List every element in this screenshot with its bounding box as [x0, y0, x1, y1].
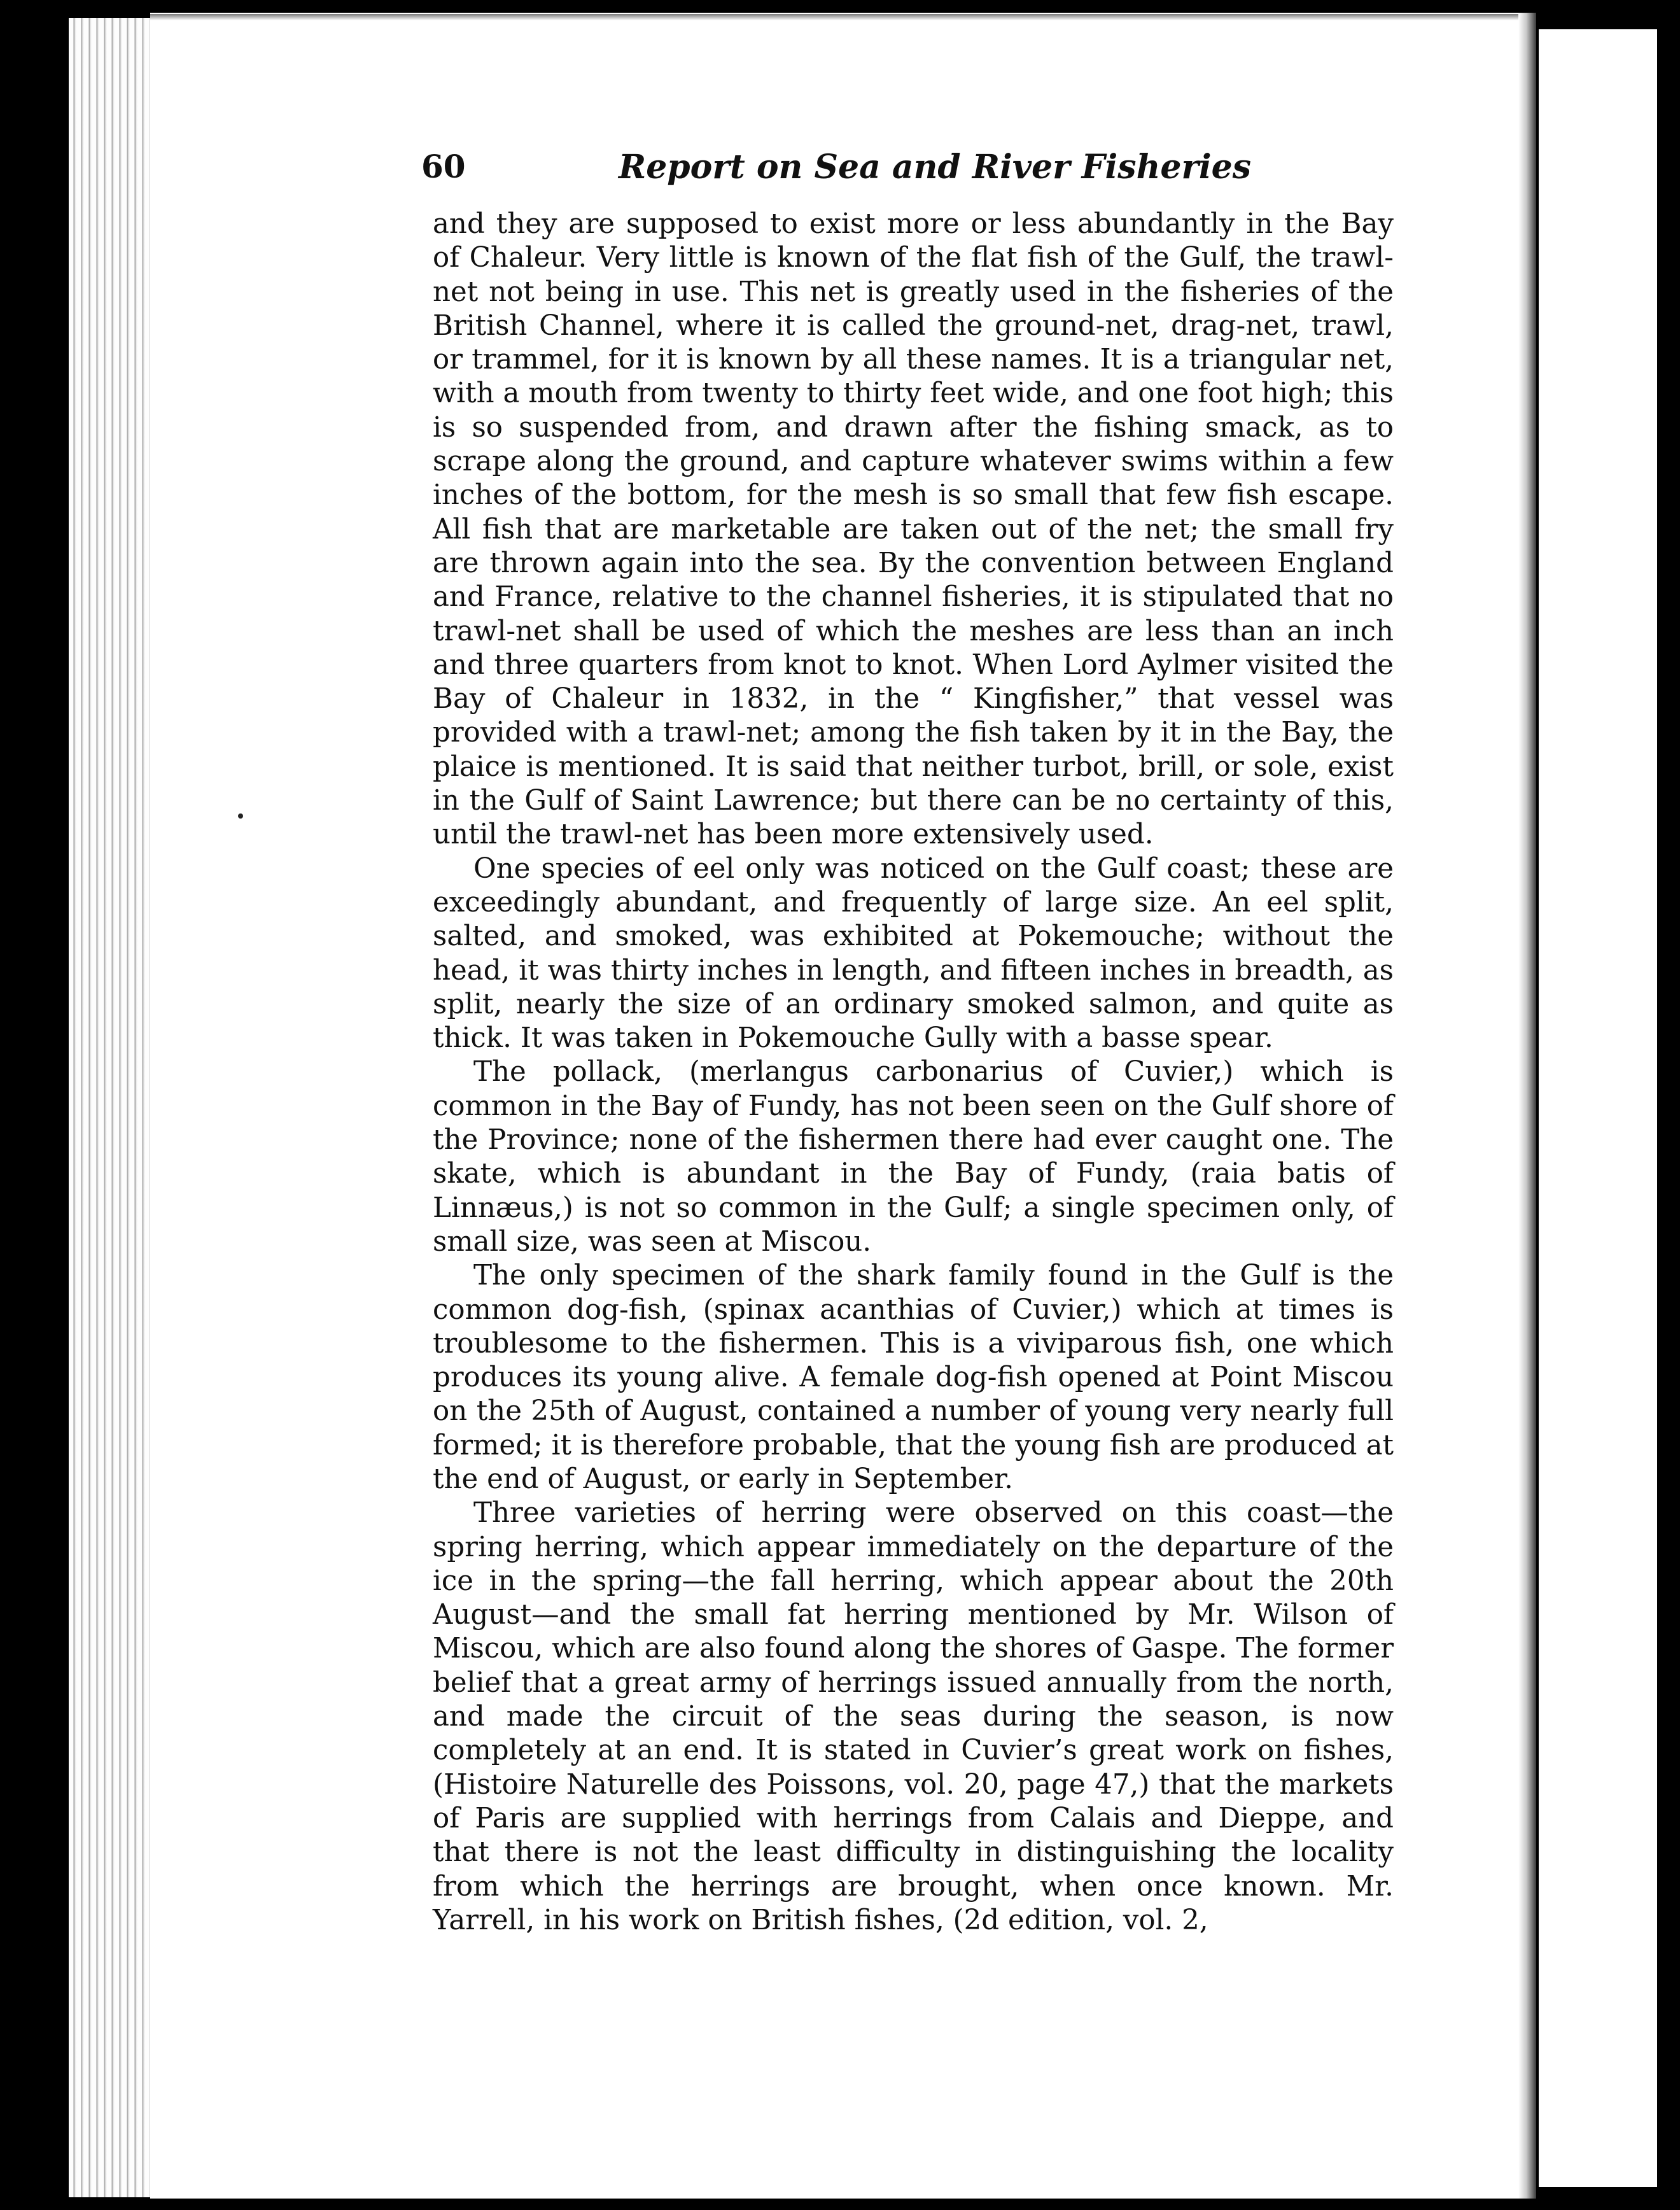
running-title: Report on Sea and River Fisheries	[619, 148, 1251, 187]
paragraph: and they are supposed to exist more or less abundantly in the Bay of Chaleur. Very little is known of the flat fish of the Gulf, the trawl-net not being in use. This net is greatly used in the fisheries of the British Channel, where it is called the ground-net, drag-net, trawl, or trammel, for it is known by all these names. It is a triangular net, with a mouth from twenty to thirty feet wide, and one foot high; this is so suspended from, and drawn after the fishing smack, as to scrape along the ground, and capture whatever swims within a few inches of the bottom, for the mesh is so small that few fish escape. All fish that are marketable are taken out of the net; the small fry are thrown again into the sea. By the convention between England and France, relative to the channel fisheries, it is stipulated that no trawl-net shall be used of which the meshes are less than an inch and three quarters from knot to knot. When Lord Aylmer visited the Bay of Chaleur in 1832, in the “ Kingfisher,” that vessel was provided with a trawl-net; among the fish taken by it in the Bay, the plaice is mentioned. It is said that neither turbot, brill, or sole, exist in the Gulf of Saint Lawrence; but there can be no certainty of this, until the trawl-net has been more extensively used.	[433, 208, 1394, 851]
running-header	[421, 148, 1414, 199]
paragraph: The only specimen of the shark family found in the Gulf is the common dog-fish, (spinax acanthias of Cuvier,) which at times is troublesome to the fishermen. This is a viviparous fish, one which produces its young alive. A female dog-fish opened at Point Miscou on the 25th of August, contained a number of young very nearly full formed; it is therefore probable, that the young fish are produced at the end of August, or early in September.	[433, 1260, 1394, 1495]
scan-speck	[238, 813, 243, 819]
paragraph: One species of eel only was noticed on the Gulf coast; these are exceedingly abundant, and frequently of large size. An eel split, salted, and smoked, was exhibited at Pokemouche; without the head, it was thirty inches in length, and fifteen inches in breadth, as split, nearly the size of an ordinary smoked salmon, and quite as thick. It was taken in Pokemouche Gully with a basse spear.	[433, 852, 1394, 1055]
page-number: 60	[421, 148, 466, 185]
body-text	[433, 208, 1394, 1938]
page-top-shadow	[150, 14, 1525, 20]
facing-page-edge	[1539, 29, 1657, 2187]
paragraph: Three varieties of herring were observed on this coast—the spring herring, which appear immediately on the departure of the ice in the spring—the fall herring, which appear about the 20th August—and the small fat herring mentioned by Mr. Wilson of Miscou, which are also found along the shores of Gaspe. The former belief that a great army of herrings issued annually from the north, and made the circuit of the seas during the season, is now completely at an end. It is stated in Cuvier’s great work on fishes, (Histoire Naturelle des Poissons, vol. 20, page 47,) that the markets of Paris are supplied with herrings from Calais and Dieppe, and that there is not the least difficulty in distinguishing the locality from which the herrings are brought, when once known. Mr. Yarrell, in his work on British fishes, (2d edition, vol. 2,	[433, 1497, 1394, 1936]
book-gutter	[1518, 13, 1536, 2199]
paragraph: The pollack, (merlangus carbonarius of Cuvier,) which is common in the Bay of Fundy, has not been seen on the Gulf shore of the Province; none of the fishermen there had ever caught one. The skate, which is abundant in the Bay of Fundy, (raia batis of Linnæus,) is not so common in the Gulf; a single specimen only, of small size, was seen at Miscou.	[433, 1056, 1394, 1258]
